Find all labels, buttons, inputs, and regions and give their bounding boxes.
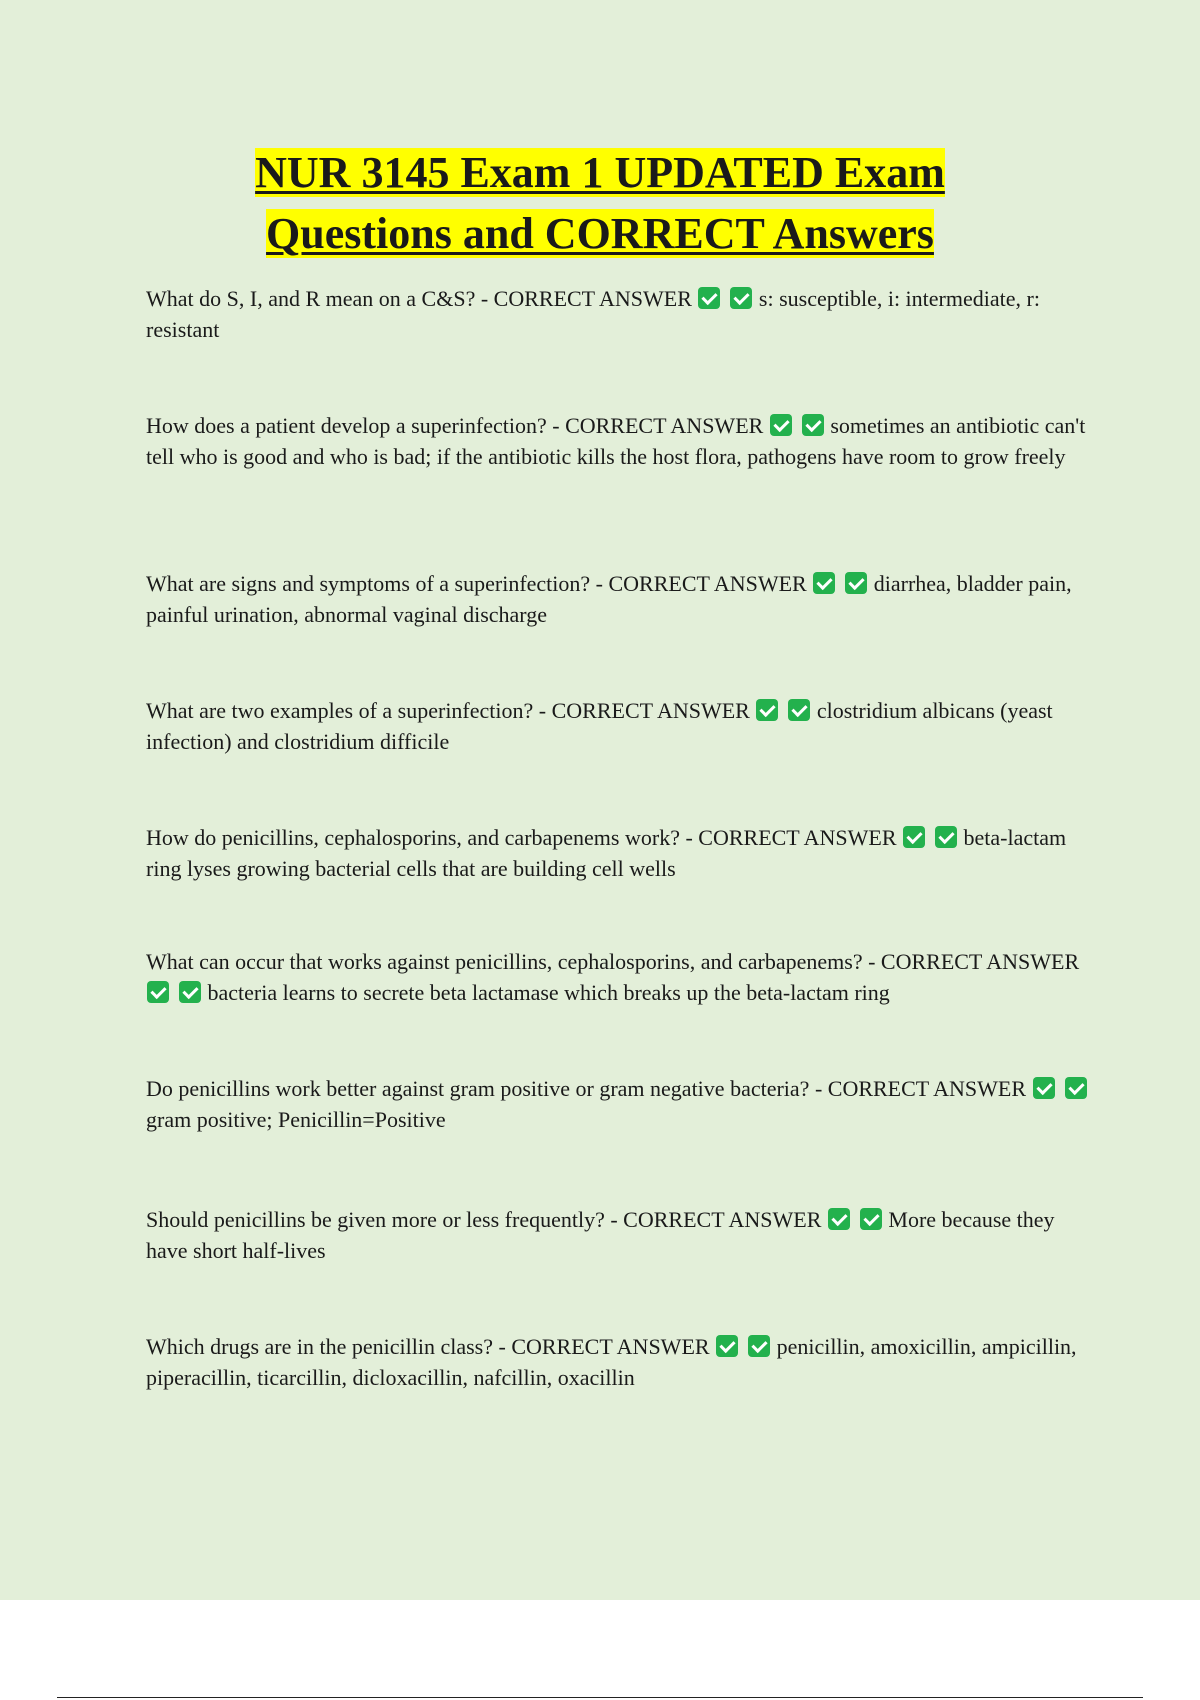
- check-box-icon: [845, 572, 867, 594]
- qa-answer: beta-lactam ring lyses growing bacterial cells that are building cell wells: [146, 825, 1067, 881]
- qa-question: Do penicillins work better against gram positive or gram negative bacteria? - CORRECT ANSWER: [146, 1076, 1026, 1101]
- check-box-icon: [179, 981, 201, 1003]
- check-box-icon: [1033, 1077, 1055, 1099]
- qa-question: What are signs and symptoms of a superinfection? - CORRECT ANSWER: [146, 571, 807, 596]
- check-box-icon: [698, 287, 720, 309]
- qa-question: Which drugs are in the penicillin class? - CORRECT ANSWER: [146, 1334, 710, 1359]
- check-box-icon: [860, 1208, 882, 1230]
- check-box-icon: [748, 1335, 770, 1357]
- qa-answer: diarrhea, bladder pain, painful urination, abnormal vaginal discharge: [146, 571, 1072, 627]
- footer-divider: [57, 1697, 1143, 1698]
- qa-item: [146, 695, 1096, 757]
- title-line-2: Questions and CORRECT Answers: [266, 209, 934, 258]
- qa-answer: More because they have short half-lives: [146, 1207, 1055, 1263]
- check-box-icon: [770, 414, 792, 436]
- qa-item: [146, 822, 1096, 884]
- qa-question: What are two examples of a superinfection? - CORRECT ANSWER: [146, 698, 750, 723]
- qa-answer: bacteria learns to secrete beta lactamase which breaks up the beta-lactam ring: [207, 980, 890, 1005]
- qa-item: [146, 568, 1096, 630]
- qa-item: [146, 283, 1096, 345]
- qa-item: [146, 1204, 1096, 1266]
- check-box-icon: [935, 826, 957, 848]
- qa-question: What can occur that works against penicillins, cephalosporins, and carbapenems? - CORRECT ANSWER: [146, 949, 1080, 974]
- check-box-icon: [813, 572, 835, 594]
- check-box-icon: [716, 1335, 738, 1357]
- check-box-icon: [147, 981, 169, 1003]
- qa-answer: s: susceptible, i: intermediate, r: resistant: [146, 286, 1040, 342]
- qa-question: How do penicillins, cephalosporins, and carbapenems work? - CORRECT ANSWER: [146, 825, 897, 850]
- check-box-icon: [828, 1208, 850, 1230]
- qa-answer: clostridium albicans (yeast infection) and clostridium difficile: [146, 698, 1053, 754]
- check-box-icon: [730, 287, 752, 309]
- qa-question: How does a patient develop a superinfection? - CORRECT ANSWER: [146, 413, 764, 438]
- check-box-icon: [756, 699, 778, 721]
- check-box-icon: [1065, 1077, 1087, 1099]
- qa-item: [146, 1073, 1096, 1135]
- qa-question: Should penicillins be given more or less frequently? - CORRECT ANSWER: [146, 1207, 822, 1232]
- qa-answer: penicillin, amoxicillin, ampicillin, piperacillin, ticarcillin, dicloxacillin, nafcillin, oxacillin: [146, 1334, 1077, 1390]
- qa-item: [146, 946, 1096, 1008]
- qa-answer: sometimes an antibiotic can't tell who is good and who is bad; if the antibiotic kills the host flora, pathogens have room to grow freely: [146, 413, 1086, 469]
- check-box-icon: [788, 699, 810, 721]
- qa-item: [146, 1331, 1096, 1393]
- document-title: [0, 142, 1200, 264]
- title-line-1: NUR 3145 Exam 1 UPDATED Exam: [255, 148, 945, 197]
- check-box-icon: [802, 414, 824, 436]
- qa-answer: gram positive; Penicillin=Positive: [146, 1107, 446, 1132]
- check-box-icon: [903, 826, 925, 848]
- qa-question: What do S, I, and R mean on a C&S? - CORRECT ANSWER: [146, 286, 692, 311]
- qa-item: [146, 410, 1096, 472]
